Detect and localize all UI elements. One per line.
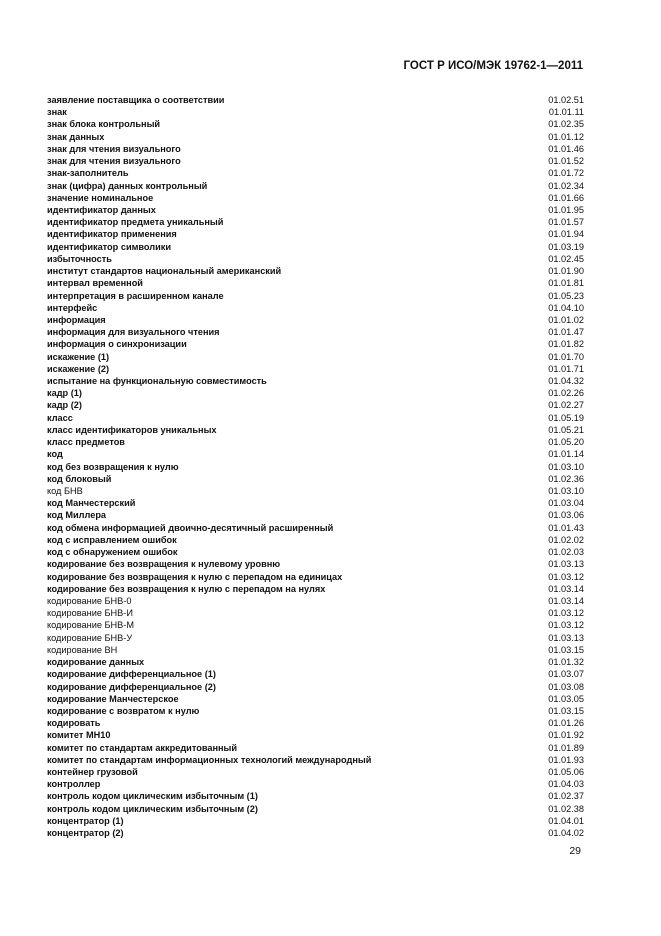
index-entry: [47, 155, 584, 167]
index-code: 01.02.03: [548, 547, 584, 558]
index-code: 01.01.94: [548, 229, 584, 240]
index-entry: [47, 583, 584, 595]
index-entry: [47, 461, 584, 473]
index-term: информация о синхронизации: [47, 339, 187, 350]
index-code: 01.02.35: [548, 119, 584, 130]
index-entry: [47, 143, 584, 155]
index-term: кодирование без возвращения к нулевому уровню: [47, 559, 281, 570]
index-entry: [47, 424, 584, 436]
index-code: 01.03.05: [548, 693, 584, 704]
index-term: класс идентификаторов уникальных: [47, 424, 217, 435]
index-code: 01.02.26: [548, 388, 584, 399]
index-entry: [47, 448, 584, 460]
index-term: кодирование дифференциальное (2): [47, 681, 216, 692]
index-term: значение номинальное: [47, 192, 154, 203]
index-code: 01.03.06: [548, 510, 584, 521]
index-entry: [47, 473, 584, 485]
index-term: кадр (2): [47, 400, 82, 411]
index-term: комитет по стандартам аккредитованный: [47, 742, 238, 753]
index-term: институт стандартов национальный американский: [47, 266, 282, 277]
index-code: 01.01.93: [548, 754, 584, 765]
index-code: 01.01.92: [548, 730, 584, 741]
index-code: 01.02.51: [548, 95, 584, 105]
index-code: 01.01.47: [548, 327, 584, 338]
index-entry: [47, 338, 584, 350]
index-term: код БНВ: [47, 486, 83, 496]
index-term: интерфейс: [47, 302, 98, 313]
index-entry: [47, 241, 584, 253]
index-entry: [47, 131, 584, 143]
index-term: кодирование без возвращения к нулю с перепадом на нулях: [47, 583, 326, 594]
index-term: код Миллера: [47, 510, 107, 521]
index-entry: [47, 717, 584, 729]
index-entry: [47, 118, 584, 130]
index-term: знак блока контрольный: [47, 119, 161, 130]
index-term: кадр (1): [47, 388, 82, 399]
index-term: контроль кодом циклическим избыточным (1): [47, 791, 258, 802]
index-code: 01.01.90: [548, 266, 584, 277]
index-code: 01.02.45: [548, 253, 584, 264]
index-entry: [47, 790, 584, 802]
index-term: контейнер грузовой: [47, 767, 138, 778]
index-entry: [47, 485, 584, 497]
index-code: 01.03.10: [548, 486, 584, 496]
index-code: 01.02.34: [548, 180, 584, 191]
index-code: 01.01.26: [548, 718, 584, 729]
index-term: кодирование данных: [47, 657, 145, 668]
index-code: 01.03.07: [548, 669, 584, 680]
index-term: кодирование без возвращения к нулю с перепадом на единицах: [47, 571, 343, 582]
index-term: кодирование с возвратом к нулю: [47, 705, 200, 716]
index-code: 01.02.36: [548, 473, 584, 484]
index-entry: [47, 314, 584, 326]
index-code: 01.03.15: [548, 705, 584, 716]
index-entry: [47, 326, 584, 338]
index-term: код с исправлением ошибок: [47, 534, 177, 545]
index-term: идентификатор предмета уникальный: [47, 217, 224, 228]
index-code: 01.05.23: [548, 290, 584, 301]
index-code: 01.02.27: [548, 400, 584, 411]
index-term: знак для чтения визуального: [47, 156, 181, 167]
index-term: класс предметов: [47, 437, 125, 448]
index-entry: [47, 387, 584, 399]
index-term: код Манчестерский: [47, 498, 136, 509]
index-entry: [47, 693, 584, 705]
index-term: кодировать: [47, 718, 101, 729]
index-term: код блоковый: [47, 473, 112, 484]
index-code: 01.04.02: [548, 828, 584, 839]
page-number: 29: [569, 845, 581, 857]
index-entry: [47, 766, 584, 778]
index-term: информация: [47, 314, 106, 325]
index-term: кодирование ВН: [47, 644, 118, 655]
document-header: ГОСТ Р ИСО/МЭК 19762-1—2011: [403, 60, 583, 72]
index-term: знак для чтения визуального: [47, 143, 181, 154]
index-code: 01.03.19: [548, 241, 584, 252]
index-entry: [47, 729, 584, 741]
index-entry: [47, 399, 584, 411]
index-entry: [47, 607, 584, 619]
index-code: 01.03.13: [548, 559, 584, 570]
index-entry-list: [47, 94, 584, 839]
index-entry: [47, 290, 584, 302]
index-term: кодирование Манчестерское: [47, 693, 179, 704]
index-term: избыточность: [47, 253, 112, 264]
index-code: 01.03.14: [548, 595, 584, 606]
index-entry: [47, 497, 584, 509]
index-entry: [47, 375, 584, 387]
index-entry: [47, 632, 584, 644]
index-code: 01.01.72: [548, 168, 584, 179]
index-term: знак: [47, 107, 67, 118]
index-code: 01.03.08: [548, 681, 584, 692]
index-term: знак данных: [47, 131, 105, 142]
index-entry: [47, 363, 584, 375]
index-code: 01.03.15: [548, 644, 584, 655]
index-term: код без возвращения к нулю: [47, 461, 179, 472]
index-term: интерпретация в расширенном канале: [47, 290, 224, 301]
index-term: код с обнаружением ошибок: [47, 547, 178, 558]
index-term: идентификатор символики: [47, 241, 172, 252]
index-code: 01.03.12: [548, 608, 584, 619]
index-code: 01.02.02: [548, 534, 584, 545]
index-entry: [47, 302, 584, 314]
index-entry: [47, 436, 584, 448]
index-entry: [47, 351, 584, 363]
index-code: 01.03.10: [548, 461, 584, 472]
index-code: 01.01.89: [548, 742, 584, 753]
index-term: знак-заполнитель: [47, 168, 129, 179]
index-code: 01.01.81: [548, 278, 584, 289]
index-code: 01.01.02: [548, 314, 584, 325]
index-code: 01.01.66: [548, 192, 584, 203]
index-entry: [47, 668, 584, 680]
index-code: 01.01.14: [548, 449, 584, 460]
index-entry: [47, 754, 584, 766]
index-term: кодирование БНВ-И: [47, 608, 133, 619]
index-entry: [47, 778, 584, 790]
index-entry: [47, 522, 584, 534]
index-term: информация для визуального чтения: [47, 327, 220, 338]
index-entry: [47, 619, 584, 631]
index-code: 01.01.70: [548, 351, 584, 362]
index-code: 01.01.12: [548, 131, 584, 142]
index-entry: [47, 656, 584, 668]
index-term: интервал временной: [47, 278, 143, 289]
index-code: 01.03.04: [548, 498, 584, 509]
index-term: кодирование БНВ-У: [47, 632, 133, 643]
index-code: 01.03.12: [548, 620, 584, 631]
index-code: 01.01.57: [548, 217, 584, 228]
index-code: 01.05.19: [548, 412, 584, 423]
index-code: 01.03.12: [548, 571, 584, 582]
index-code: 01.04.10: [548, 302, 584, 313]
index-entry: [47, 595, 584, 607]
index-code: 01.03.13: [548, 632, 584, 643]
index-code: 01.01.95: [548, 204, 584, 215]
index-code: 01.04.03: [548, 779, 584, 790]
index-code: 01.01.52: [548, 156, 584, 167]
index-entry: [47, 534, 584, 546]
index-term: контроллер: [47, 779, 101, 790]
index-code: 01.05.21: [548, 424, 584, 435]
index-term: комитет МН10: [47, 730, 111, 741]
index-entry: [47, 204, 584, 216]
index-entry: [47, 253, 584, 265]
index-entry: [47, 558, 584, 570]
index-term: искажение (2): [47, 363, 110, 374]
index-term: заявление поставщика о соответствии: [47, 95, 225, 105]
index-entry: [47, 180, 584, 192]
index-term: класс: [47, 412, 73, 423]
index-entry: [47, 815, 584, 827]
index-code: 01.01.82: [548, 339, 584, 350]
index-term: кодирование дифференциальное (1): [47, 669, 216, 680]
index-entry: [47, 167, 584, 179]
index-code: 01.03.14: [548, 583, 584, 594]
index-code: 01.01.32: [548, 657, 584, 668]
index-code: 01.01.71: [548, 363, 584, 374]
index-entry: [47, 571, 584, 583]
index-term: испытание на функциональную совместимость: [47, 376, 267, 387]
index-code: 01.02.38: [548, 803, 584, 814]
index-code: 01.02.37: [548, 791, 584, 802]
index-entry: [47, 277, 584, 289]
index-code: 01.01.46: [548, 143, 584, 154]
index-term: код обмена информацией двоично-десятичный расширенный: [47, 522, 334, 533]
index-code: 01.05.06: [548, 767, 584, 778]
index-code: 01.05.20: [548, 437, 584, 448]
index-code: 01.04.32: [548, 376, 584, 387]
index-entry: [47, 192, 584, 204]
index-entry: [47, 546, 584, 558]
index-entry: [47, 106, 584, 118]
index-term: концентратор (1): [47, 815, 124, 826]
index-entry: [47, 681, 584, 693]
index-code: 01.01.43: [548, 522, 584, 533]
index-code: 01.01.11: [548, 107, 584, 118]
index-entry: [47, 803, 584, 815]
index-entry: [47, 265, 584, 277]
index-entry: [47, 412, 584, 424]
index-term: контроль кодом циклическим избыточным (2): [47, 803, 258, 814]
index-code: 01.04.01: [548, 815, 584, 826]
index-entry: [47, 705, 584, 717]
index-entry: [47, 742, 584, 754]
index-entry: [47, 509, 584, 521]
index-entry: [47, 94, 584, 106]
index-term: знак (цифра) данных контрольный: [47, 180, 208, 191]
index-term: код: [47, 449, 63, 460]
index-term: кодирование БНВ-0: [47, 595, 132, 606]
index-term: кодирование БНВ-М: [47, 620, 135, 631]
index-entry: [47, 644, 584, 656]
index-term: концентратор (2): [47, 828, 124, 839]
index-term: комитет по стандартам информационных технологий международный: [47, 754, 372, 765]
index-term: идентификатор применения: [47, 229, 177, 240]
index-term: искажение (1): [47, 351, 110, 362]
index-term: идентификатор данных: [47, 204, 156, 215]
index-entry: [47, 216, 584, 228]
index-entry: [47, 228, 584, 240]
index-entry: [47, 827, 584, 839]
